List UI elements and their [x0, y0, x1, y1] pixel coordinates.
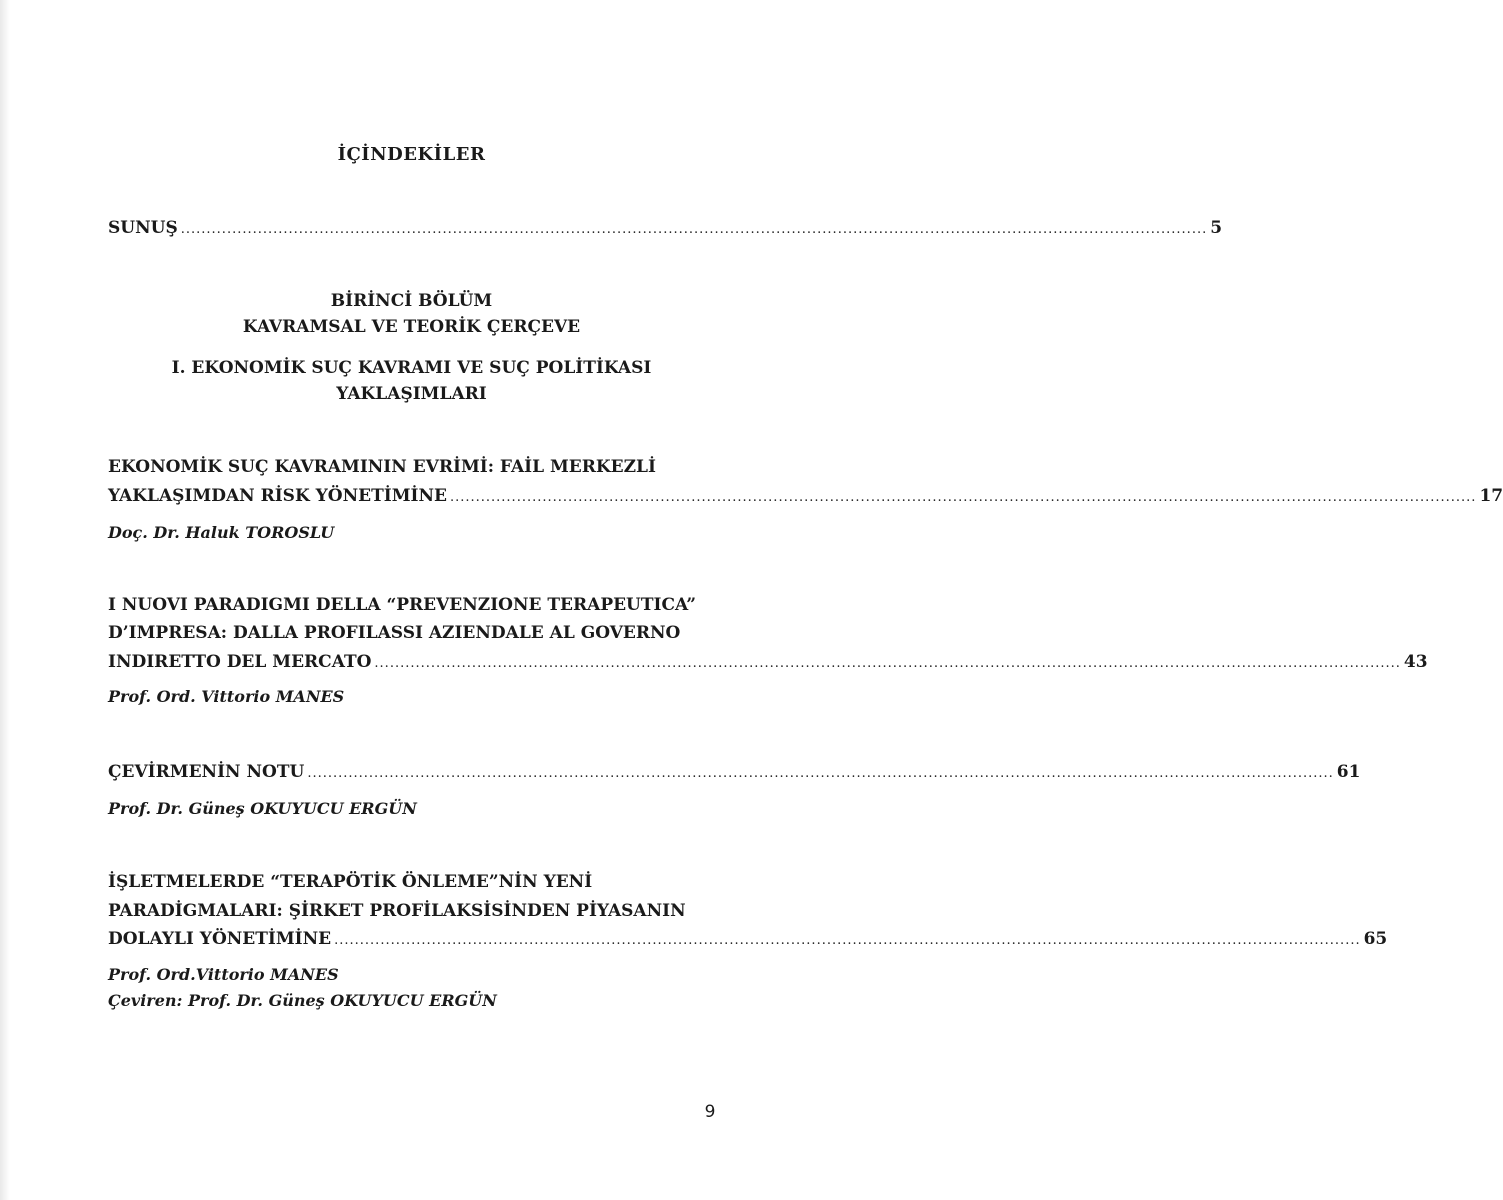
entry-page-number: 17 [1479, 486, 1503, 506]
dot-leader: ........................................................................................................................................................................................................ [449, 490, 1477, 505]
dot-leader: ........................................................................................................................................................................................................ [180, 222, 1208, 237]
entry-4-translator: Çeviren: Prof. Dr. Güneş OKUYUCU ERGÜN [108, 991, 497, 1010]
entry-1-author: Doç. Dr. Haluk TOROSLU [108, 523, 335, 542]
entry-label: SUNUŞ [108, 218, 178, 238]
entry-label: INDIRETTO DEL MERCATO [108, 652, 372, 672]
toc-entry-2[interactable] [108, 650, 1428, 676]
entry-3-author: Prof. Dr. Güneş OKUYUCU ERGÜN [108, 799, 417, 818]
entry-label: ÇEVİRMENİN NOTU [108, 762, 305, 782]
part-title: KAVRAMSAL VE TEORİK ÇERÇEVE [242, 317, 581, 337]
toc-entry-3[interactable] [108, 760, 1361, 786]
toc-entry-2-line-1: I NUOVI PARADIGMI DELLA “PREVENZIONE TERAPEUTICA” [108, 595, 696, 615]
page-edge-shadow [0, 0, 10, 1200]
toc-entry-4[interactable] [108, 927, 1388, 953]
toc-entry-preface[interactable] [108, 216, 1223, 242]
toc-title: İÇİNDEKİLER [337, 144, 486, 165]
section-subtitle-line-2: YAKLAŞIMLARI [336, 384, 487, 404]
toc-entry-2-line-2: D’IMPRESA: DALLA PROFILASSI AZIENDALE AL GOVERNO [108, 623, 681, 643]
dot-leader: ........................................................................................................................................................................................................ [374, 656, 1401, 671]
entry-label: DOLAYLI YÖNETİMİNE [108, 929, 332, 949]
toc-entry-1-line-1: EKONOMİK SUÇ KAVRAMININ EVRİMİ: FAİL MERKEZLİ [108, 457, 656, 477]
entry-label: YAKLAŞIMDAN RİSK YÖNETİMİNE [108, 486, 447, 506]
entry-page-number: 61 [1336, 762, 1361, 782]
entry-page-number: 5 [1210, 218, 1223, 238]
entry-page-number: 43 [1403, 652, 1428, 672]
dot-leader: ........................................................................................................................................................................................................ [307, 766, 1334, 781]
toc-entry-1[interactable] [108, 484, 1503, 510]
part-heading: BİRİNCİ BÖLÜM [330, 291, 493, 311]
entry-2-author: Prof. Ord. Vittorio MANES [108, 687, 345, 706]
section-subtitle-line-1: I. EKONOMİK SUÇ KAVRAMI VE SUÇ POLİTİKASI [171, 358, 652, 378]
page-number: 9 [704, 1102, 716, 1122]
toc-entry-4-line-1: İŞLETMELERDE “TERAPÖTİK ÖNLEME”NİN YENİ [108, 872, 593, 892]
entry-4-author: Prof. Ord.Vittorio MANES [108, 965, 339, 984]
entry-page-number: 65 [1363, 929, 1388, 949]
dot-leader: ........................................................................................................................................................................................................ [334, 933, 1361, 948]
toc-entry-4-line-2: PARADİGMALARI: ŞİRKET PROFİLAKSİSİNDEN PİYASANIN [108, 901, 686, 921]
